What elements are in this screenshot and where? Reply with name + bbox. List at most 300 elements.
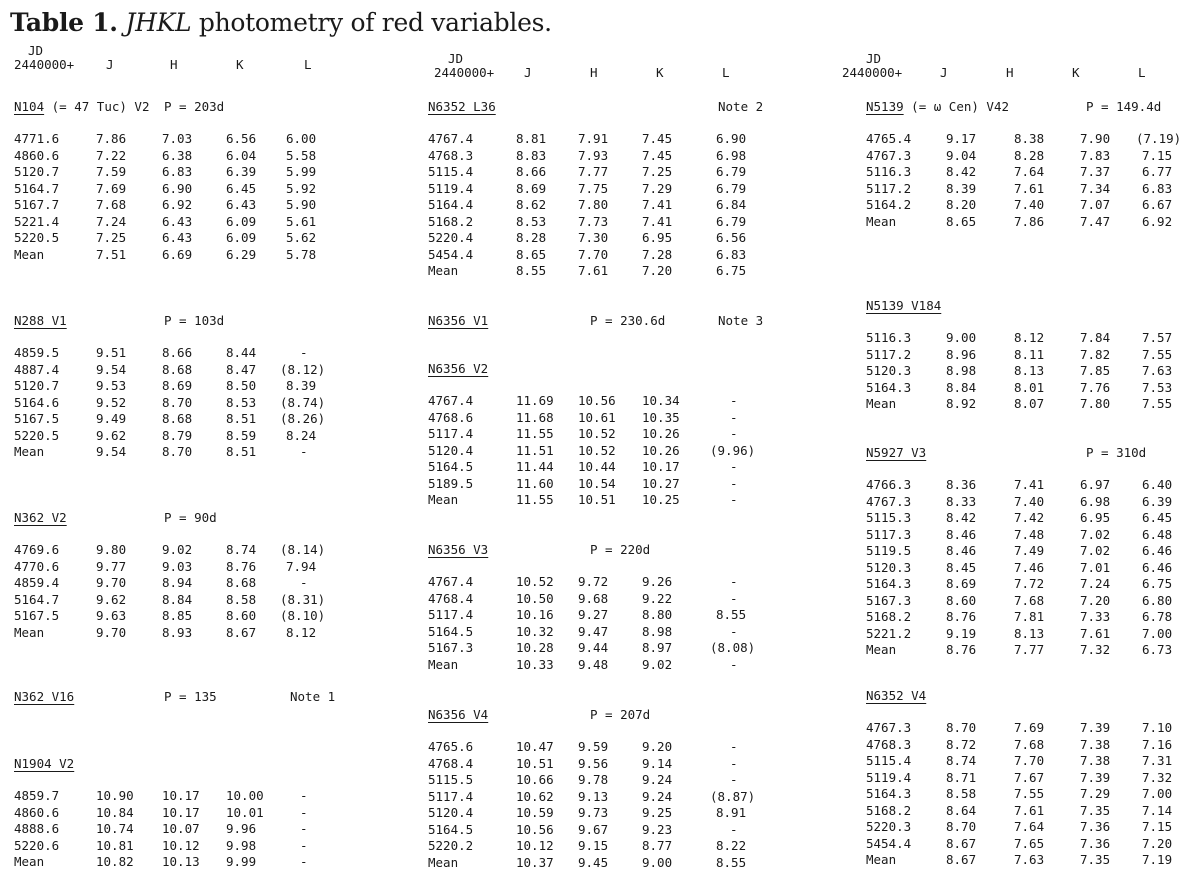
k-cell: 10.26	[642, 426, 680, 441]
h-cell: 8.38	[1014, 131, 1045, 146]
variable-name: N288 V1	[14, 313, 67, 328]
l-cell: -	[730, 459, 738, 474]
jd-cell: Mean	[14, 246, 45, 262]
jd-cell: 5220.4	[428, 230, 474, 245]
h-cell: 9.45	[578, 854, 609, 870]
variable-name: N6356 V2	[428, 361, 489, 376]
variable-alias: (= 47 Tuc) V2	[44, 99, 150, 114]
jd-cell: Mean	[866, 396, 897, 411]
k-cell: 7.82	[1080, 346, 1111, 362]
k-cell: 8.58	[226, 591, 257, 607]
h-cell: 7.61	[1014, 802, 1045, 818]
k-cell: 8.74	[226, 542, 257, 557]
jd-cell: 5454.4	[866, 835, 912, 851]
jd-cell: 4860.6	[14, 804, 60, 820]
h-cell: 7.55	[1014, 786, 1045, 801]
k-cell: 6.95	[1080, 510, 1111, 525]
jd-cell: Mean	[428, 263, 459, 278]
h-cell: 6.83	[162, 164, 193, 179]
j-cell: 9.54	[96, 444, 127, 459]
h-cell: 9.59	[578, 739, 609, 754]
l-cell: (8.26)	[280, 411, 326, 426]
period-label: P = 149.4d	[1086, 99, 1162, 114]
k-cell: 10.01	[226, 804, 264, 820]
variable-name: N6352 L36	[428, 99, 496, 114]
j-cell: 9.63	[96, 608, 127, 623]
j-cell: 10.56	[516, 821, 554, 837]
jd-cell: 5120.3	[866, 363, 912, 378]
h-cell: 9.15	[578, 838, 609, 853]
j-cell: 8.45	[946, 559, 977, 575]
k-cell: 7.25	[642, 164, 673, 179]
h-cell: 9.68	[578, 590, 609, 606]
l-cell: 7.00	[1142, 786, 1173, 801]
jd-cell: 5164.3	[866, 379, 912, 395]
jd-cell: 5189.5	[428, 475, 474, 491]
l-cell: 5.90	[286, 197, 317, 212]
jd-cell: 4888.6	[14, 821, 60, 836]
jd-cell: 5168.2	[428, 213, 474, 229]
k-cell: 7.90	[1080, 131, 1111, 146]
period-label: P = 203d	[164, 99, 225, 114]
l-cell: -	[730, 772, 738, 787]
h-cell: 9.02	[162, 542, 193, 557]
h-cell: 7.80	[578, 197, 609, 212]
j-cell: 10.32	[516, 623, 554, 639]
h-cell: 8.69	[162, 378, 193, 393]
l-cell: 8.55	[716, 854, 747, 870]
k-cell: 6.04	[226, 147, 257, 163]
j-cell: 8.46	[946, 543, 977, 558]
k-cell: 9.20	[642, 739, 673, 754]
jd-cell: 5115.4	[866, 753, 912, 768]
jd-cell: 5120.3	[866, 559, 912, 575]
l-cell: -	[730, 574, 738, 589]
l-cell: 6.77	[1142, 164, 1173, 179]
jd-cell: 5220.5	[14, 427, 60, 443]
table-column-left	[14, 0, 394, 880]
l-cell: 6.80	[1142, 592, 1173, 608]
title-bands: JHKL	[125, 8, 192, 37]
l-cell: 8.39	[286, 378, 317, 393]
jd-cell: 5454.4	[428, 246, 474, 262]
h-cell: 7.64	[1014, 164, 1045, 179]
l-cell: 7.53	[1142, 379, 1173, 395]
j-band-header: J	[940, 65, 948, 80]
k-cell: 6.98	[1080, 493, 1111, 509]
j-band-header: J	[106, 57, 114, 72]
k-cell: 10.17	[642, 459, 680, 474]
l-cell: (8.31)	[280, 591, 326, 607]
l-cell: 5.78	[286, 246, 317, 262]
column-header	[428, 52, 808, 82]
j-cell: 8.76	[946, 609, 977, 624]
jd-cell: Mean	[428, 854, 459, 870]
h-cell: 7.68	[1014, 736, 1045, 752]
h-cell: 7.75	[578, 180, 609, 196]
variable-name: N104 (= 47 Tuc) V2	[14, 99, 150, 114]
h-cell: 6.90	[162, 180, 193, 196]
k-cell: 7.20	[1080, 592, 1111, 608]
h-cell: 9.78	[578, 772, 609, 787]
h-band-header: H	[1006, 65, 1014, 80]
jd-cell: 5117.2	[866, 180, 912, 196]
h-cell: 7.41	[1014, 477, 1045, 492]
k-cell: 7.38	[1080, 753, 1111, 768]
period-label: P = 207d	[590, 707, 651, 722]
jd-cell: 5120.7	[14, 164, 60, 179]
jd-cell: 5164.7	[14, 180, 60, 196]
h-cell: 6.43	[162, 213, 193, 229]
l-cell: 6.00	[286, 131, 317, 146]
l-cell: 7.15	[1142, 147, 1173, 163]
jd-cell: 5164.5	[428, 459, 474, 474]
jd-header: JD	[866, 51, 882, 66]
h-cell: 7.91	[578, 131, 609, 146]
jd-cell: 4765.6	[428, 739, 474, 754]
j-cell: 10.82	[96, 854, 134, 869]
jd-cell: 5117.4	[428, 607, 474, 622]
k-cell: 7.29	[1080, 786, 1111, 801]
table-number: Table 1.	[10, 8, 118, 37]
jd-cell: Mean	[866, 213, 897, 229]
h-cell: 8.85	[162, 608, 193, 623]
j-cell: 7.68	[96, 197, 127, 212]
jd-cell: 5115.5	[428, 772, 474, 787]
j-cell: 9.52	[96, 394, 127, 410]
l-cell: -	[300, 575, 308, 590]
k-cell: 9.22	[642, 590, 673, 606]
l-cell: -	[730, 409, 738, 425]
j-cell: 8.81	[516, 131, 547, 146]
j-cell: 7.59	[96, 164, 127, 179]
jd-cell: 4860.6	[14, 147, 60, 163]
k-cell: 8.98	[642, 623, 673, 639]
jd-cell: 5120.4	[428, 442, 474, 458]
l-cell: -	[730, 393, 738, 408]
j-cell: 8.67	[946, 835, 977, 851]
jd-offset-header: 2440000+	[434, 65, 495, 80]
k-cell: 7.39	[1080, 720, 1111, 735]
jd-cell: Mean	[14, 624, 45, 640]
jd-cell: 5119.4	[866, 769, 912, 785]
k-cell: 7.36	[1080, 819, 1111, 834]
l-band-header: L	[1138, 65, 1146, 80]
period-label: P = 135	[164, 689, 217, 704]
h-cell: 10.13	[162, 854, 200, 869]
jd-cell: 4767.3	[866, 720, 912, 735]
jd-cell: 5120.7	[14, 378, 60, 393]
l-cell: 7.00	[1142, 625, 1173, 641]
h-cell: 8.68	[162, 411, 193, 426]
j-cell: 8.69	[946, 576, 977, 591]
k-cell: 6.43	[226, 197, 257, 212]
h-cell: 7.69	[1014, 720, 1045, 735]
variable-name: N5139 V184	[866, 298, 942, 313]
k-cell: 7.29	[642, 180, 673, 196]
k-cell: 7.61	[1080, 625, 1111, 641]
variable-name: N6356 V1	[428, 313, 489, 328]
jd-cell: 5168.2	[866, 609, 912, 624]
j-cell: 8.92	[946, 396, 977, 411]
h-cell: 7.63	[1014, 852, 1045, 867]
k-cell: 7.24	[1080, 576, 1111, 591]
jd-cell: Mean	[14, 444, 45, 459]
l-cell: (8.08)	[710, 640, 756, 655]
jd-cell: 5164.3	[866, 576, 912, 591]
k-cell: 8.51	[226, 444, 257, 459]
j-cell: 8.62	[516, 197, 547, 212]
k-cell: 7.84	[1080, 330, 1111, 345]
j-cell: 8.64	[946, 802, 977, 818]
h-cell: 8.12	[1014, 330, 1045, 345]
h-cell: 9.67	[578, 821, 609, 837]
l-cell: -	[730, 475, 738, 491]
h-cell: 9.72	[578, 574, 609, 589]
h-cell: 7.42	[1014, 510, 1045, 525]
k-cell: 7.38	[1080, 736, 1111, 752]
j-cell: 8.70	[946, 720, 977, 735]
k-cell: 6.29	[226, 246, 257, 262]
k-cell: 6.97	[1080, 477, 1111, 492]
j-cell: 8.60	[946, 592, 977, 608]
jd-cell: 5117.2	[866, 346, 912, 362]
l-cell: 6.78	[1142, 609, 1173, 624]
l-cell: (8.14)	[280, 542, 326, 557]
l-cell: (8.12)	[280, 361, 326, 377]
j-cell: 8.20	[946, 197, 977, 212]
jd-cell: 5117.4	[428, 788, 474, 804]
jd-offset-header: 2440000+	[14, 57, 75, 72]
jd-cell: 4769.6	[14, 542, 60, 557]
k-cell: 9.98	[226, 837, 257, 853]
l-cell: 6.83	[1142, 180, 1173, 196]
h-cell: 7.67	[1014, 769, 1045, 785]
j-cell: 10.51	[516, 755, 554, 771]
j-cell: 8.33	[946, 493, 977, 509]
k-cell: 7.47	[1080, 213, 1111, 229]
h-cell: 10.61	[578, 409, 616, 425]
j-cell: 8.72	[946, 736, 977, 752]
j-cell: 10.16	[516, 607, 554, 622]
l-cell: -	[730, 821, 738, 837]
l-cell: -	[730, 590, 738, 606]
jd-cell: 5167.3	[866, 592, 912, 608]
h-cell: 8.13	[1014, 625, 1045, 641]
k-cell: 9.00	[642, 854, 673, 870]
jd-cell: 5116.3	[866, 330, 912, 345]
h-band-header: H	[590, 65, 598, 80]
l-cell: -	[730, 623, 738, 639]
k-cell: 6.56	[226, 131, 257, 146]
h-cell: 6.69	[162, 246, 193, 262]
h-band-header: H	[170, 57, 178, 72]
h-cell: 9.27	[578, 607, 609, 622]
j-cell: 7.24	[96, 213, 127, 229]
j-cell: 8.70	[946, 819, 977, 834]
h-cell: 8.84	[162, 591, 193, 607]
j-cell: 9.53	[96, 378, 127, 393]
h-cell: 10.44	[578, 459, 616, 474]
jd-cell: 4767.3	[866, 147, 912, 163]
k-cell: 10.26	[642, 442, 680, 458]
jd-cell: 5220.2	[428, 838, 474, 853]
k-cell: 10.35	[642, 409, 680, 425]
k-cell: 7.20	[642, 263, 673, 278]
l-cell: 7.16	[1142, 736, 1173, 752]
j-cell: 10.50	[516, 590, 554, 606]
h-cell: 7.77	[1014, 642, 1045, 657]
note-label: Note 2	[718, 99, 764, 114]
jd-cell: 5164.5	[428, 821, 474, 837]
jd-cell: 4768.3	[428, 147, 474, 163]
l-cell: -	[730, 426, 738, 441]
k-cell: 9.24	[642, 788, 673, 804]
k-cell: 8.51	[226, 411, 257, 426]
j-cell: 8.71	[946, 769, 977, 785]
jd-cell: 5167.5	[14, 411, 60, 426]
h-cell: 8.11	[1014, 346, 1045, 362]
k-cell: 6.39	[226, 164, 257, 179]
l-cell: -	[300, 837, 308, 853]
l-cell: -	[730, 492, 738, 507]
l-cell: 6.79	[716, 180, 747, 196]
h-cell: 8.07	[1014, 396, 1045, 411]
h-cell: 7.65	[1014, 835, 1045, 851]
k-cell: 7.33	[1080, 609, 1111, 624]
h-cell: 7.61	[578, 263, 609, 278]
l-cell: 6.39	[1142, 493, 1173, 509]
l-cell: -	[730, 656, 738, 672]
jd-cell: 5167.5	[14, 608, 60, 623]
h-cell: 10.56	[578, 393, 616, 408]
k-cell: 9.26	[642, 574, 673, 589]
k-cell: 7.35	[1080, 802, 1111, 818]
h-cell: 9.44	[578, 640, 609, 655]
j-cell: 10.12	[516, 838, 554, 853]
h-cell: 8.70	[162, 394, 193, 410]
j-cell: 11.68	[516, 409, 554, 425]
j-cell: 10.59	[516, 805, 554, 820]
column-header	[842, 51, 1200, 82]
h-cell: 10.51	[578, 492, 616, 507]
k-cell: 8.76	[226, 558, 257, 574]
h-cell: 7.68	[1014, 592, 1045, 608]
jd-cell: 5164.3	[866, 786, 912, 801]
l-cell: 8.24	[286, 427, 317, 443]
j-cell: 9.70	[96, 624, 127, 640]
jd-cell: 5220.3	[866, 819, 912, 834]
jd-cell: 4768.6	[428, 409, 474, 425]
jd-cell: 4765.4	[866, 131, 912, 146]
l-cell: -	[730, 755, 738, 771]
j-cell: 8.58	[946, 786, 977, 801]
jd-cell: 4771.6	[14, 131, 60, 146]
l-cell: (8.87)	[710, 788, 756, 804]
j-cell: 8.42	[946, 510, 977, 525]
k-cell: 7.36	[1080, 835, 1111, 851]
k-cell: 8.47	[226, 361, 257, 377]
j-cell: 8.46	[946, 526, 977, 542]
k-cell: 9.25	[642, 805, 673, 820]
k-cell: 6.45	[226, 180, 257, 196]
l-cell: 6.46	[1142, 559, 1173, 575]
j-cell: 9.70	[96, 575, 127, 590]
k-cell: 7.01	[1080, 559, 1111, 575]
k-cell: 10.25	[642, 492, 680, 507]
jd-cell: 5119.5	[866, 543, 912, 558]
l-cell: (8.10)	[280, 608, 326, 623]
j-cell: 8.98	[946, 363, 977, 378]
h-cell: 8.93	[162, 624, 193, 640]
j-cell: 11.55	[516, 426, 554, 441]
l-band-header: L	[722, 65, 730, 80]
variable-name: N5139 (= ω Cen) V42	[866, 99, 1009, 114]
k-band-header: K	[236, 57, 244, 72]
h-cell: 7.40	[1014, 493, 1045, 509]
j-cell: 8.96	[946, 346, 977, 362]
j-cell: 11.60	[516, 475, 554, 491]
j-cell: 10.33	[516, 656, 554, 672]
h-cell: 8.01	[1014, 379, 1045, 395]
jd-cell: 5221.4	[14, 213, 60, 229]
k-cell: 7.45	[642, 131, 673, 146]
k-cell: 7.39	[1080, 769, 1111, 785]
l-band-header: L	[304, 57, 312, 72]
column-header	[14, 44, 394, 74]
k-cell: 7.41	[642, 213, 673, 229]
h-cell: 7.61	[1014, 180, 1045, 196]
h-cell: 6.38	[162, 147, 193, 163]
h-cell: 7.93	[578, 147, 609, 163]
j-cell: 8.42	[946, 164, 977, 179]
l-cell: 6.75	[1142, 576, 1173, 591]
k-cell: 7.28	[642, 246, 673, 262]
j-cell: 8.28	[516, 230, 547, 245]
jd-cell: 4887.4	[14, 361, 60, 377]
h-cell: 7.72	[1014, 576, 1045, 591]
j-cell: 8.53	[516, 213, 547, 229]
k-cell: 8.60	[226, 608, 257, 623]
variable-name: N362 V16	[14, 689, 75, 704]
h-cell: 10.17	[162, 788, 200, 803]
j-cell: 8.83	[516, 147, 547, 163]
h-cell: 9.56	[578, 755, 609, 771]
j-cell: 7.25	[96, 230, 127, 245]
jd-cell: 5116.3	[866, 164, 912, 179]
j-cell: 7.86	[96, 131, 127, 146]
h-cell: 9.03	[162, 558, 193, 574]
h-cell: 7.30	[578, 230, 609, 245]
jd-cell: 5168.2	[866, 802, 912, 818]
h-cell: 7.86	[1014, 213, 1045, 229]
h-cell: 10.17	[162, 804, 200, 820]
h-cell: 7.48	[1014, 526, 1045, 542]
k-cell: 8.68	[226, 575, 257, 590]
j-cell: 10.74	[96, 821, 134, 836]
j-cell: 10.37	[516, 854, 554, 870]
note-label: Note 3	[718, 313, 764, 328]
jd-cell: Mean	[866, 642, 897, 657]
l-cell: -	[300, 821, 308, 836]
h-cell: 10.12	[162, 837, 200, 853]
jd-cell: 5164.6	[14, 394, 60, 410]
k-cell: 7.07	[1080, 197, 1111, 212]
k-cell: 7.41	[642, 197, 673, 212]
l-cell: 6.79	[716, 213, 747, 229]
l-cell: 6.48	[1142, 526, 1173, 542]
k-cell: 6.09	[226, 213, 257, 229]
